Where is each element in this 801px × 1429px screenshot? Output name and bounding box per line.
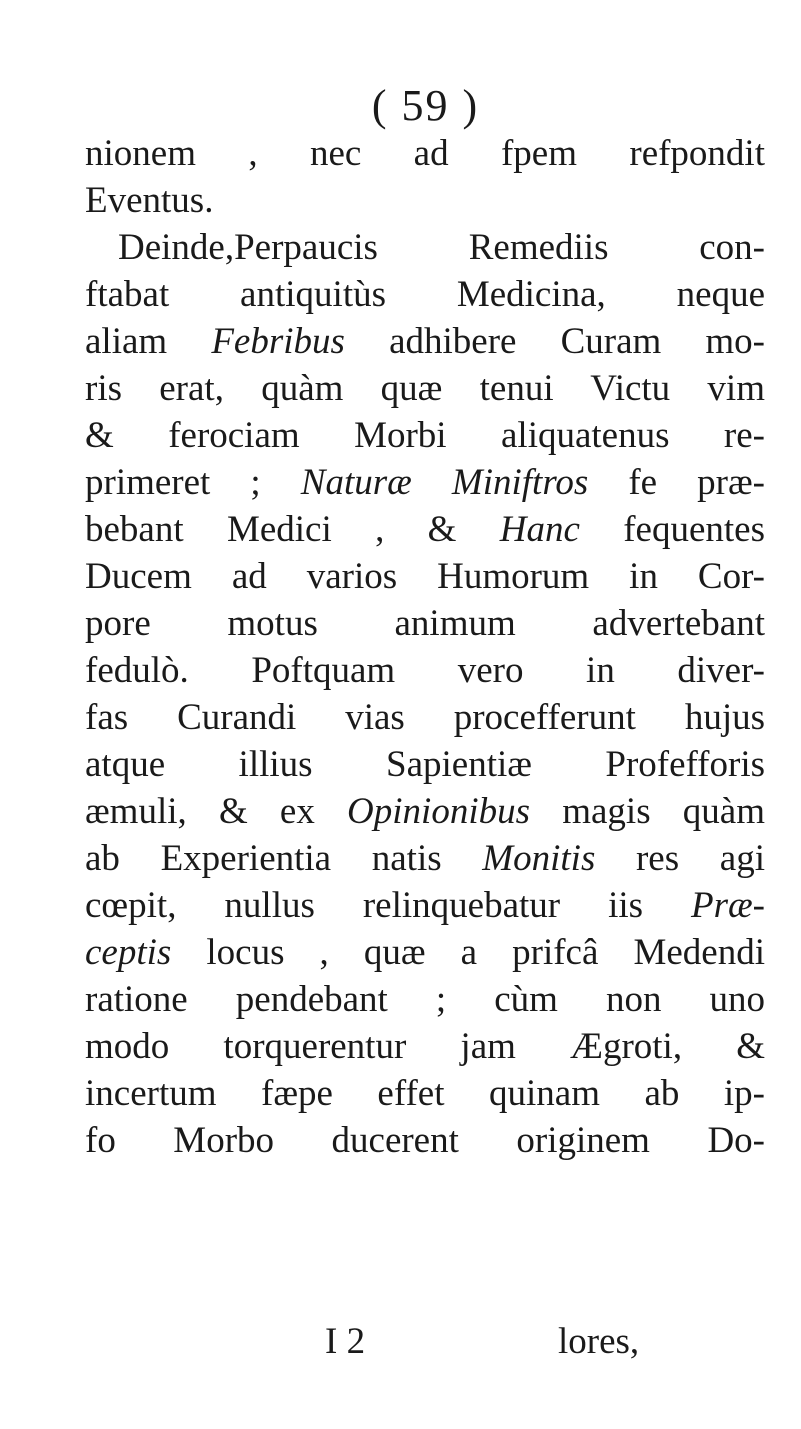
signature-mark: I 2 [325,1321,366,1362]
italic-text: Hanc [499,509,580,550]
text-segment: adhibere Curam mo- [344,321,766,362]
text-line [85,1070,765,1117]
italic-text: Naturæ Miniftros [300,462,589,503]
text-segment: Ducem ad varios Humorum in Cor- [85,556,765,597]
text-segment: ab Experientia natis [85,838,483,879]
text-segment: incertum fæpe effet quinam ab ip- [85,1073,765,1114]
catchword: lores, [558,1321,640,1362]
text-segment: & ferociam Morbi aliquatenus re- [85,415,765,456]
text-segment: ris erat, quàm quæ tenui Victu vim [85,368,765,409]
text-segment: æmuli, & ex [85,791,348,832]
text-segment: bebant Medici , & [85,509,500,550]
text-segment: magis quàm [530,791,765,832]
text-line [85,929,765,976]
text-line [85,506,765,553]
text-segment: ratione pendebant ; cùm non uno [85,979,765,1020]
italic-text: Monitis [482,838,596,879]
text-line [85,647,765,694]
text-segment: fequentes [579,509,765,550]
italic-text: Præ- [691,885,765,926]
text-line [85,694,765,741]
text-segment: modo torquerentur jam Ægroti, & [85,1026,765,1067]
italic-text: ceptis [85,932,172,973]
text-segment: pore motus animum advertebant [85,603,765,644]
text-segment: fas Curandi vias procefferunt hujus [85,697,765,738]
text-line [85,177,765,224]
text-segment: locus , quæ a prifcâ Medendi [171,932,765,973]
italic-text: Opinionibus [347,791,531,832]
body-text [85,130,765,1164]
text-line [85,271,765,318]
text-line [85,553,765,600]
text-segment: Eventus. [85,180,214,221]
text-line [85,412,765,459]
text-segment: res agi [595,838,765,879]
text-line [85,741,765,788]
text-line [85,835,765,882]
text-line [85,600,765,647]
text-line [85,318,765,365]
text-line [85,976,765,1023]
text-segment: Deinde,Perpaucis Remediis con- [118,227,765,268]
page-footer [0,1318,801,1365]
text-segment: aliam [85,321,212,362]
text-segment: cœpit, nullus relinquebatur iis [85,885,691,926]
text-segment: fe præ- [588,462,765,503]
text-line [85,365,765,412]
text-line [85,459,765,506]
text-line [85,882,765,929]
text-segment: ftabat antiquitùs Medicina, neque [85,274,765,315]
page-number: ( 59 ) [371,81,480,130]
text-line [85,130,765,177]
text-segment: fedulò. Poftquam vero in diver- [85,650,765,691]
text-segment: nionem , nec ad fpem refpondit [85,133,765,174]
text-line [85,1117,765,1164]
italic-text: Febribus [211,321,345,362]
text-segment: atque illius Sapientiæ Profefforis [85,744,765,785]
text-line [85,1023,765,1070]
text-segment: fo Morbo ducerent originem Do- [85,1120,765,1161]
text-segment: primeret ; [85,462,301,503]
text-line [85,224,765,271]
text-line [85,788,765,835]
